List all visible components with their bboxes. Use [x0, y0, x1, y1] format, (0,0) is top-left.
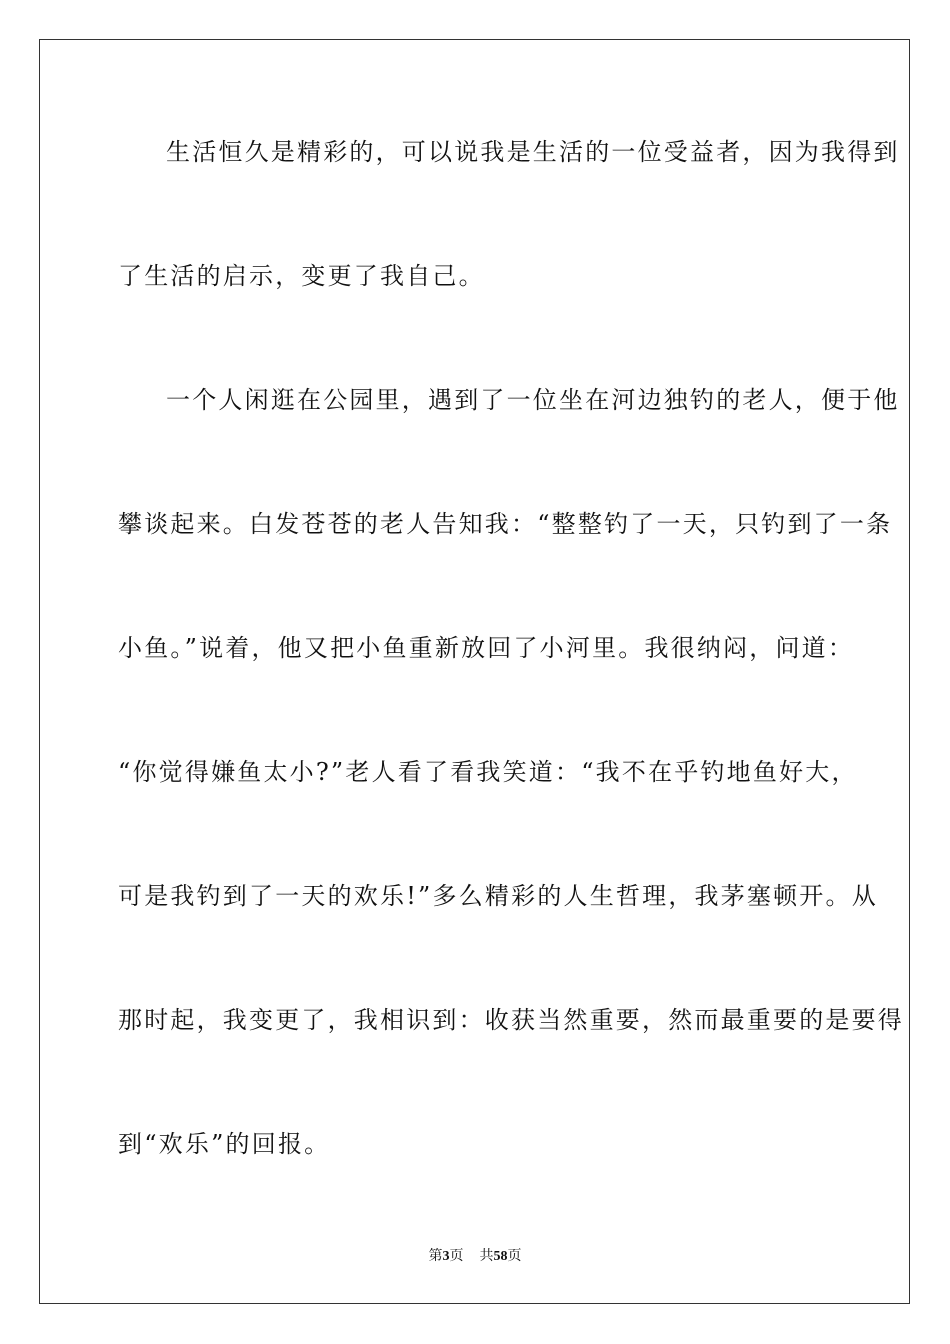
page-total: 58	[493, 1249, 508, 1264]
page-footer	[0, 1248, 950, 1266]
page-prefix: 第	[428, 1249, 443, 1264]
paragraph-2-line-7: 到“欢乐”的回报。	[118, 1130, 331, 1158]
paragraph-2-line-5: 可是我钓到了一天的欢乐!”多么精彩的人生哲理，我茅塞顿开。从	[118, 882, 878, 910]
paragraph-2-line-1: 一个人闲逛在公园里，遇到了一位坐在河边独钓的老人，便于他	[166, 386, 900, 414]
page-number: 3	[442, 1249, 450, 1264]
paragraph-2-line-3: 小鱼。”说着，他又把小鱼重新放回了小河里。我很纳闷，问道：	[118, 634, 855, 662]
paragraph-2-line-4: “你觉得嫌鱼太小?”老人看了看我笑道：“我不在乎钓地鱼好大，	[118, 758, 858, 786]
paragraph-1-line-2: 了生活的启示，变更了我自己。	[118, 262, 485, 290]
page-border	[39, 39, 910, 1304]
paragraph-2-line-6: 那时起，我变更了，我相识到：收获当然重要，然而最重要的是要得	[118, 1006, 904, 1034]
paragraph-1-line-1: 生活恒久是精彩的，可以说我是生活的一位受益者，因为我得到	[166, 138, 900, 166]
page-unit: 页	[449, 1249, 464, 1264]
total-prefix: 共	[479, 1249, 494, 1264]
paragraph-2-line-2: 攀谈起来。白发苍苍的老人告知我：“整整钓了一天，只钓到了一条	[118, 510, 893, 538]
total-unit: 页	[507, 1249, 522, 1264]
